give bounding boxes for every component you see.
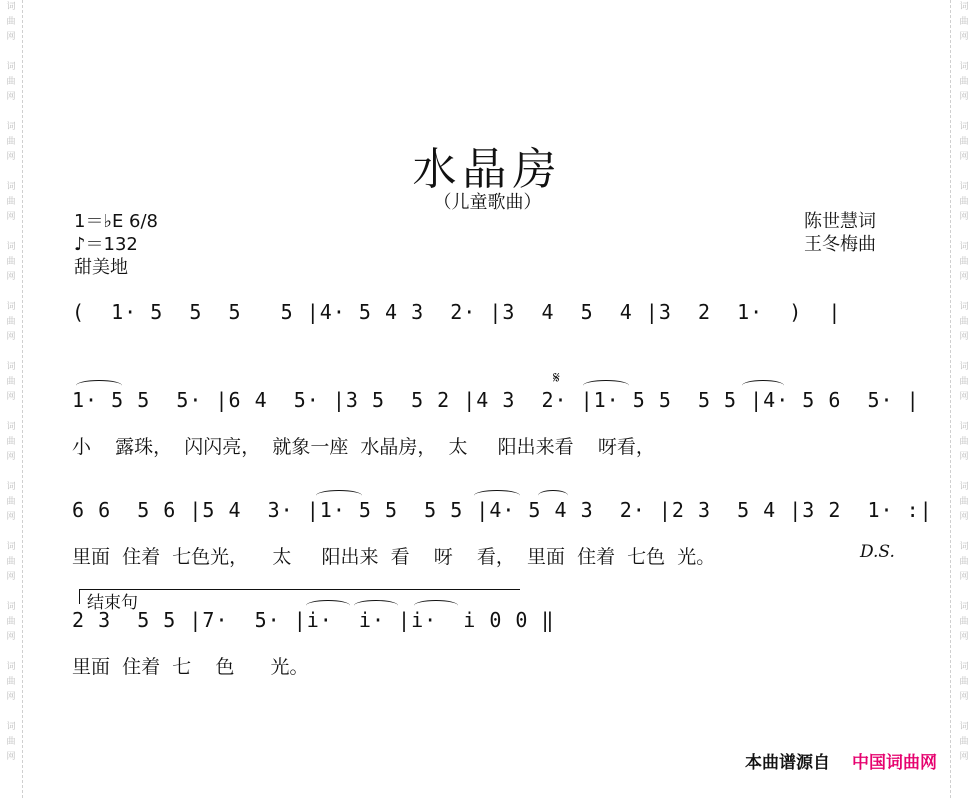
lyricist: 陈世慧词 (804, 211, 876, 232)
notation-row-4: 2 3 5 5 |7· 5· |i· i· |i· i 0 0 ‖ (72, 608, 555, 632)
notation-row-2: 1· 5 5 5· |6 4 5· |3 5 5 2 |4 3 2· |1· 5 5 5 5 |4· 5 6 5· | (72, 388, 920, 412)
dal-segno-marking: D.S. (860, 542, 895, 562)
page-border-right (950, 0, 951, 798)
footer-site-link[interactable]: 中国词曲网 (852, 753, 937, 773)
footer-source-text: 本曲谱源自 (745, 753, 830, 773)
watermark-left: 词曲网 词曲网 词曲网 词曲网 词曲网 词曲网 词曲网 词曲网 词曲网 词曲网 词曲网 词曲网 词曲网 (6, 2, 16, 762)
watermark-right: 词曲网 词曲网 词曲网 词曲网 词曲网 词曲网 词曲网 词曲网 词曲网 词曲网 词曲网 词曲网 词曲网 (959, 2, 969, 762)
song-meta-left (74, 210, 158, 279)
segno-sign: 𝄋 (553, 368, 560, 387)
lyrics-row-2: 小 露珠， 闪闪亮， 就象一座 水晶房， 太 阳出来看 呀看， (72, 436, 655, 458)
key-signature: 1＝♭E 6/8 (74, 211, 159, 232)
page-border-left (22, 0, 23, 798)
song-subtitle: （儿童歌曲） (433, 192, 542, 213)
composer: 王冬梅曲 (804, 234, 876, 255)
tempo-marking: ♪＝132 (74, 234, 138, 255)
expression-marking: 甜美地 (74, 257, 128, 278)
song-credits (804, 210, 876, 256)
notation-row-1: ( 1· 5 5 5 5 |4· 5 4 3 2· |3 4 5 4 |3 2 1· ) | (72, 300, 842, 324)
lyrics-row-3: 里面 住着 七色光， 太 阳出来 看 呀 看， 里面 住着 七色 光。 (72, 546, 716, 568)
ending-label: 结束句 (87, 593, 138, 613)
lyrics-row-4: 里面 住着 七 色 光。 (72, 656, 309, 678)
notation-row-3: 6 6 5 6 |5 4 3· |1· 5 5 5 5 |4· 5 4 3 2· |2 3 5 4 |3 2 1· :| (72, 498, 933, 522)
song-title: 水晶房 (412, 144, 563, 195)
